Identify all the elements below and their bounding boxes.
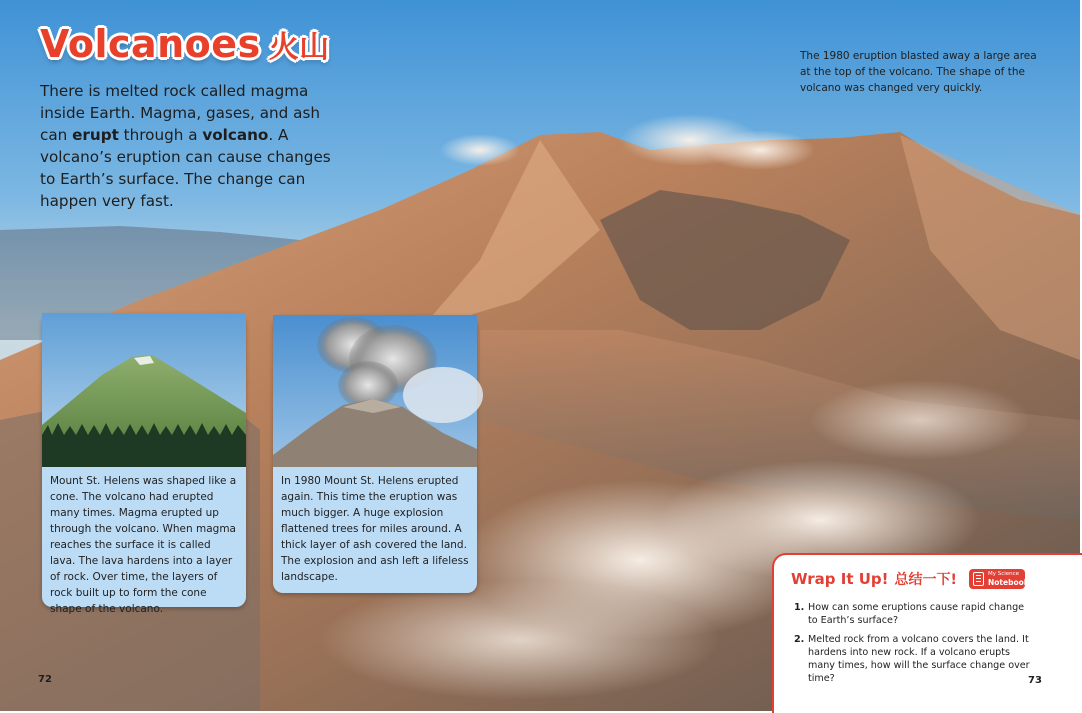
notebook-label-line2: Notebook <box>988 578 1029 587</box>
vocab-volcano: volcano <box>202 126 269 144</box>
question-1-text: How can some eruptions cause rapid change to Earth’s surface? <box>808 602 1025 626</box>
vocab-erupt: erupt <box>72 126 119 144</box>
wrap-it-up-title <box>791 569 957 589</box>
intro-text-1: There is melted rock called magma inside Earth. Magma, gases, and ash can <box>40 82 320 144</box>
page-title <box>40 22 330 66</box>
intro-text-3: . A volcano’s eruption can cause changes to Earth’s surface. The change can happen very fast. <box>40 126 331 210</box>
intro-text-2: through a <box>118 126 203 144</box>
card-before-eruption <box>42 313 246 615</box>
wrap-it-up-box <box>772 553 1082 713</box>
notebook-icon <box>973 572 984 586</box>
question-1 <box>794 601 1034 627</box>
card-1980-eruption <box>273 315 477 593</box>
title-chinese: 火山 <box>268 30 330 65</box>
question-2-text: Melted rock from a volcano covers the land. It hardens into new rock. If a volcano erupts many times, how will the surface change over time? <box>808 634 1030 684</box>
question-1-number: 1. <box>794 602 805 613</box>
question-2-number: 2. <box>794 634 805 645</box>
card-before-text: Mount St. Helens was shaped like a cone. The volcano had erupted many times. Magma erupted up through the volcano. When magma reaches the surface it is called lava. The lava hardens into a layer of rock. Over time, the layers of rock built up to form the cone shape of the volcano. <box>50 475 237 615</box>
photo-caption: The 1980 eruption blasted away a large area at the top of the volcano. The shape of the volcano was changed very quickly. <box>800 50 1037 94</box>
science-notebook-badge <box>969 569 1029 589</box>
eruption-photo <box>273 315 477 467</box>
card-1980-text: In 1980 Mount St. Helens erupted again. This time the eruption was much bigger. A huge explosion flattened trees for miles around. A thick layer of ash covered the land. The explosion and ash left a lifeless landscape. <box>281 475 469 583</box>
mountain-before-photo <box>42 313 246 467</box>
page-number-left: 72 <box>38 674 52 685</box>
title-english: Volcanoes <box>40 22 261 66</box>
wrap-it-up-english: Wrap It Up! <box>791 570 889 588</box>
question-2 <box>794 633 1034 685</box>
notebook-label-line1: My Science <box>988 571 1020 577</box>
wrap-it-up-chinese: 总结一下! <box>894 572 957 588</box>
page-number-right: 73 <box>1028 675 1042 686</box>
intro-paragraph <box>40 80 340 212</box>
